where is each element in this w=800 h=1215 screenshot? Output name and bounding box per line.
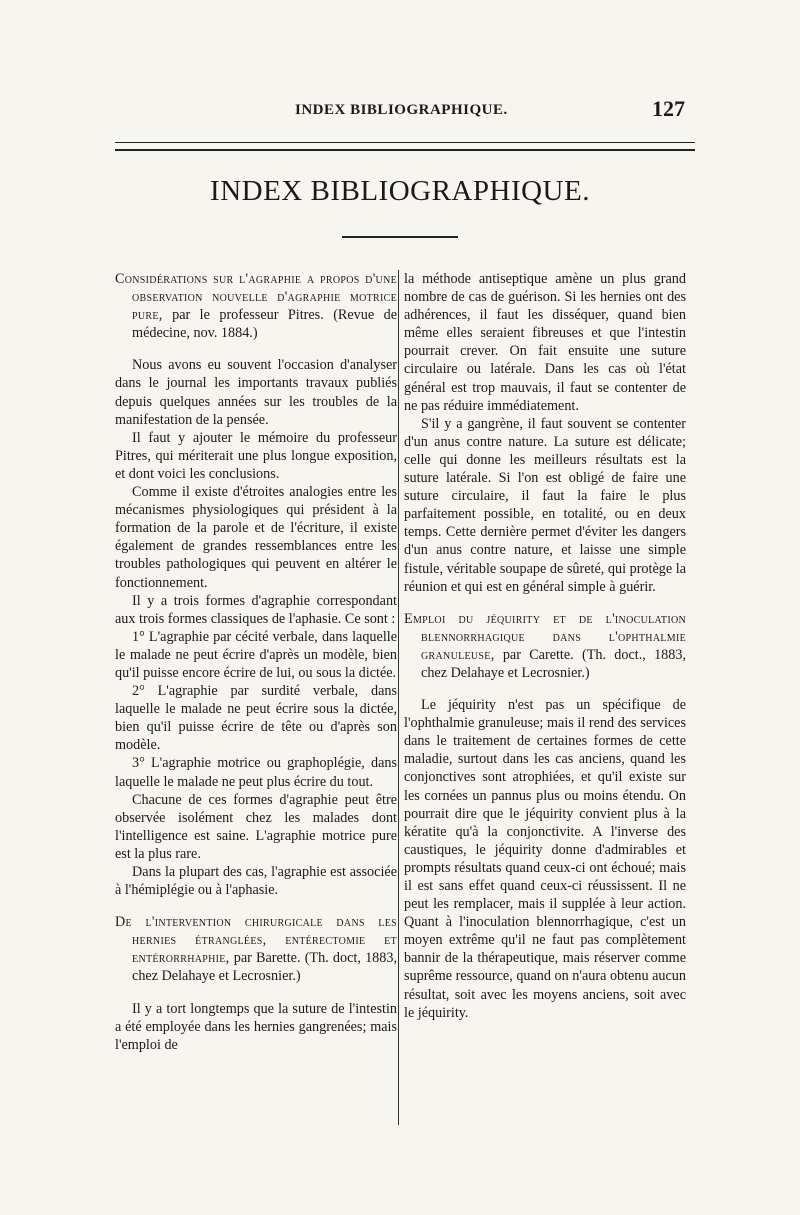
entry-citation: par Barette. (Th. doct, 1883, chez Delahaye et Lecrosnier.) — [132, 950, 397, 985]
entry-citation: par le professeur Pitres. (Revue de médecine, nov. 1884.) — [132, 307, 398, 342]
paragraph: S'il y a gangrène, il faut souvent se contenter d'un anus contre nature. La suture est délicate; celle qui donne les meilleurs résultats est la suture latérale. Si l'on est obligé de faire une suture circulaire, il faut la faire le plus parfaitement possible, en totalité, ou en deux temps. Cette dernière permet d'éviter les dangers d'un anus contre nature, et laisse une simple fistule, véritable soupape de sûreté, qui protège la réunion et qui est en général simple à guérir. — [404, 415, 686, 595]
paragraph-continued: la méthode antiseptique amène un plus grand nombre de cas de guérison. Si les hernies ont des adhérences, il faut les disséquer, quand bien même elles seraient fibreuses et que l'intestin pourrait crever. On fait ensuite une suture circulaire ou latérale. Dans les cas où l'état général est trop mauvais, il faut se contenter de ne pas réduire immédiatement. — [404, 271, 686, 414]
entry-title: Emploi du jéquirity et de l'inoculation blennorrhagique dans l'ophthalmie granuleuse, — [404, 610, 686, 663]
page-title: INDEX BIBLIOGRAPHIQUE. — [210, 175, 590, 207]
paragraph-list-item: 2° L'agraphie par surdité verbale, dans laquelle le malade ne peut écrire sous la dictée, bien qu'il puisse écrire de tête ou d'après son modèle. — [115, 683, 397, 754]
header-rule-thin — [115, 142, 695, 143]
entry-title: De l'intervention chirurgicale dans les hernies étranglées, entérectomie et entérorrhaphie, — [115, 914, 397, 967]
paragraph: Il y a trois formes d'agraphie correspondant aux trois formes classiques de l'aphasie. Ce sont : — [115, 592, 397, 627]
paragraph-list-item: 3° L'agraphie motrice ou graphoplégie, dans laquelle le malade ne peut plus écrire du tout. — [115, 755, 397, 790]
entry-heading-carette — [404, 610, 686, 682]
page-number: 127 — [652, 96, 685, 121]
column-divider — [398, 270, 399, 1125]
paragraph: Dans la plupart des cas, l'agraphie est associée à l'hémiplégie ou à l'aphasie. — [115, 864, 397, 899]
paragraph: Comme il existe d'étroites analogies entre les mécanismes physiologiques qui président à la formation de la parole et de l'écriture, il existe également de grandes ressemblances entre les troubles pathologiques qui peuvent en altérer le fonctionnement. — [115, 484, 397, 591]
entry-title: Considérations sur l'agraphie a propos d'une observation nouvelle d'agraphie motrice pure, — [115, 271, 397, 324]
entry-citation: par Carette. (Th. doct., 1883, chez Delahaye et Lecrosnier.) — [421, 646, 687, 681]
running-title: INDEX BIBLIOGRAPHIQUE. — [295, 102, 508, 118]
entry-heading-barette — [115, 913, 397, 985]
paragraph: Nous avons eu souvent l'occasion d'analyser dans le journal les importants travaux publiés depuis quelques années sur les troubles de la manifestation de la pensée. — [115, 357, 397, 428]
header-rule-thick — [115, 149, 695, 151]
right-column — [404, 270, 686, 1022]
paragraph: Chacune de ces formes d'agraphie peut être observée isolément chez les malades dont l'intelligence est saine. L'agraphie motrice pure est la plus rare. — [115, 791, 397, 862]
paragraph: Le jéquirity n'est pas un spécifique de l'ophthalmie granuleuse; mais il rend des services dans le traitement de certaines formes de cette maladie, surtout dans les cas anciens, quand les conjonctives sont atrophiées, et qu'il existe sur les cornées un pannus plus ou moins étendu. On pourrait dire que le jéquirity convient plus à la kératite qu'à la conjonctivite. A l'inverse des caustiques, le jéquirity donne d'admirables et prompts résultats quand ceux-ci ont échoué; mais il est sans effet quand ceux-ci réussissent. Il ne peut les remplacer, mais il supplée à leur action. Quant à l'inoculation blennorrhagique, c'est un moyen extrême qu'il ne faut pas complètement bannir de la thérapeutique, mais réserver comme suprême ressource, quand on n'aura obtenu aucun résultat, soit avec les moyens anciens, soit avec le jéquirity. — [404, 697, 686, 1021]
paragraph: Il y a tort longtemps que la suture de l'intestin a été employée dans les hernies gangrenées; mais l'emploi de — [115, 1000, 397, 1053]
running-header — [115, 96, 685, 126]
paragraph-list-item: 1° L'agraphie par cécité verbale, dans laquelle le malade ne peut écrire d'après un modèle, bien qu'il puisse encore écrire de lui, ou sous la dictée. — [115, 628, 397, 681]
paragraph: Il faut y ajouter le mémoire du professeur Pitres, qui mériterait une plus longue exposition, et dont voici les conclusions. — [115, 429, 397, 482]
entry-heading-pitres — [115, 270, 397, 342]
title-rule — [342, 236, 458, 238]
left-column — [115, 270, 397, 1054]
